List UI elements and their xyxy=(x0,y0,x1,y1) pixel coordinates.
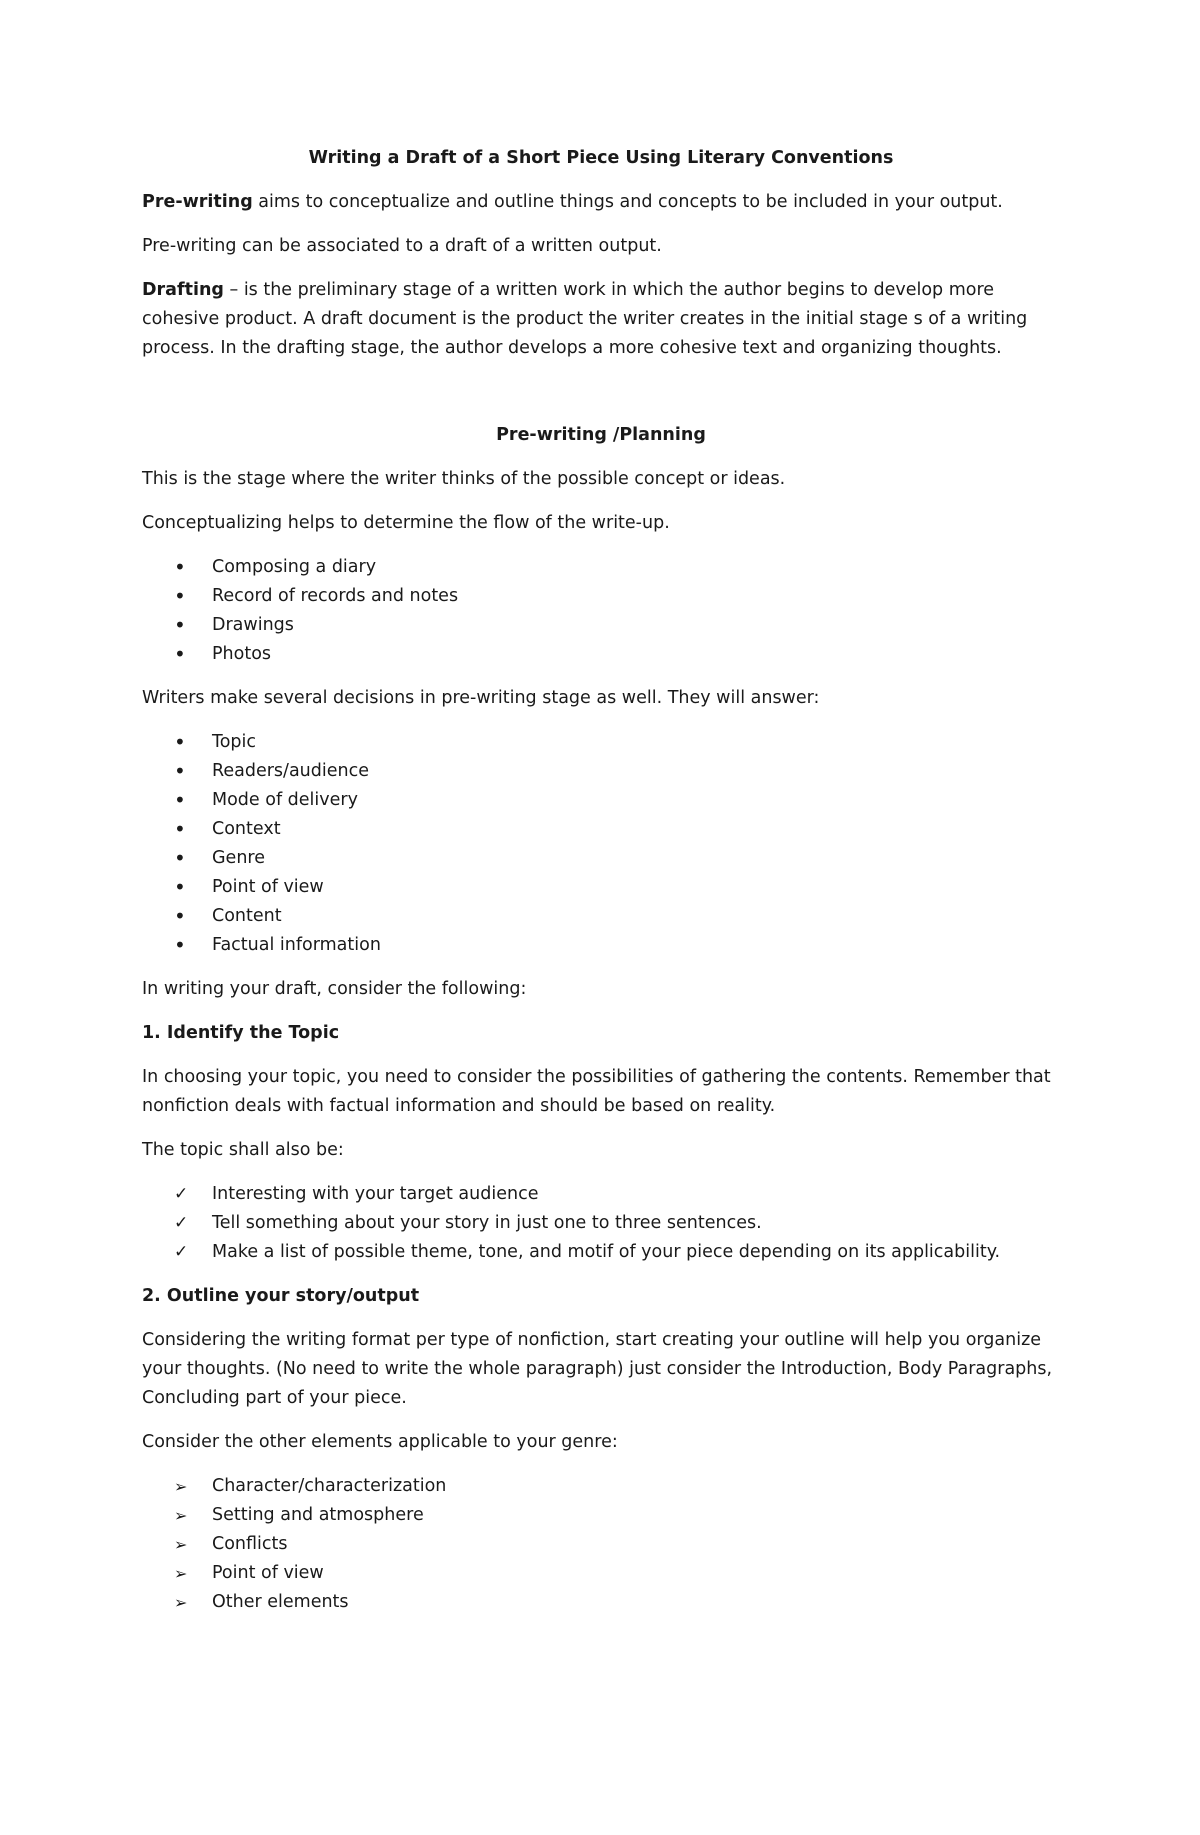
bullet-icon: • xyxy=(174,613,186,637)
list-item: • Content xyxy=(142,902,1060,931)
checkmark-icon: ✓ xyxy=(174,1184,189,1204)
bullet-icon: • xyxy=(174,642,186,666)
planning-heading: Pre-writing /Planning xyxy=(496,425,706,445)
list-item: • Point of view xyxy=(142,873,1060,902)
list-item: ➢ Other elements xyxy=(142,1588,1060,1617)
arrow-bullet-icon: ➢ xyxy=(174,1506,188,1525)
bullet-icon: • xyxy=(174,759,186,783)
bullet-icon: • xyxy=(174,730,186,754)
topic-paragraph-2: The topic shall also be: xyxy=(142,1140,344,1160)
outline-heading: 2. Outline your story/output xyxy=(142,1286,420,1306)
bullet-icon: • xyxy=(174,933,186,957)
list-item: • Topic xyxy=(142,728,1060,757)
checklist-item: ✓ Tell something about your story in just one to three sentences. xyxy=(142,1209,1060,1238)
prewriting-term: Pre-writing xyxy=(142,192,253,212)
bullet-icon: • xyxy=(174,817,186,841)
checklist-item: ✓ Make a list of possible theme, tone, and motif of your piece depending on its applicability. xyxy=(142,1238,1060,1267)
list-item: • Context xyxy=(142,815,1060,844)
list-item: • Factual information xyxy=(142,931,1060,960)
list-item: • Drawings xyxy=(142,611,1060,640)
list-item: ➢ Point of view xyxy=(142,1559,1060,1588)
list-item: • Genre xyxy=(142,844,1060,873)
bullet-icon: • xyxy=(174,584,186,608)
document-title: Writing a Draft of a Short Piece Using Literary Conventions xyxy=(308,148,894,168)
planning-paragraph-4: In writing your draft, consider the following: xyxy=(142,979,527,999)
bullet-icon: • xyxy=(174,555,186,579)
topic-heading: 1. Identify the Topic xyxy=(142,1023,340,1043)
prewriting-text: aims to conceptualize and outline things and concepts to be included in your output. xyxy=(252,192,1003,212)
topic-checklist xyxy=(142,1180,1060,1267)
section-spacer xyxy=(142,378,1060,421)
bullet-icon: • xyxy=(174,875,186,899)
checklist-item: ✓ Interesting with your target audience xyxy=(142,1180,1060,1209)
checkmark-icon: ✓ xyxy=(174,1213,189,1233)
list-item: ➢ Conflicts xyxy=(142,1530,1060,1559)
arrow-bullet-icon: ➢ xyxy=(174,1477,188,1496)
elements-list xyxy=(142,1472,1060,1617)
list-item: • Readers/audience xyxy=(142,757,1060,786)
arrow-bullet-icon: ➢ xyxy=(174,1593,188,1612)
arrow-bullet-icon: ➢ xyxy=(174,1564,188,1583)
drafting-definition xyxy=(142,276,1060,363)
planning-paragraph-2: Conceptualizing helps to determine the flow of the write-up. xyxy=(142,513,670,533)
list-item: • Photos xyxy=(142,640,1060,669)
conceptualizing-list xyxy=(142,553,1060,669)
planning-paragraph-3: Writers make several decisions in pre-writing stage as well. They will answer: xyxy=(142,688,820,708)
planning-paragraph-1: This is the stage where the writer thinks of the possible concept or ideas. xyxy=(142,469,786,489)
list-item: ➢ Setting and atmosphere xyxy=(142,1501,1060,1530)
list-item: • Mode of delivery xyxy=(142,786,1060,815)
bullet-icon: • xyxy=(174,846,186,870)
drafting-term: Drafting xyxy=(142,280,224,300)
bullet-icon: • xyxy=(174,904,186,928)
outline-paragraph-2: Consider the other elements applicable to your genre: xyxy=(142,1432,618,1452)
checkmark-icon: ✓ xyxy=(174,1242,189,1262)
prewriting-association: Pre-writing can be associated to a draft of a written output. xyxy=(142,236,662,256)
prewriting-definition xyxy=(142,188,1060,217)
outline-paragraph-1: Considering the writing format per type of nonfiction, start creating your outline will help you organize your thoughts. (No need to write the whole paragraph) just consider the Introduction, Body Paragraphs, Concluding part of your piece. xyxy=(142,1330,1053,1408)
topic-paragraph-1: In choosing your topic, you need to consider the possibilities of gathering the contents. Remember that nonfiction deals with factual information and should be based on reality. xyxy=(142,1067,1051,1116)
list-item: ➢ Character/characterization xyxy=(142,1472,1060,1501)
bullet-icon: • xyxy=(174,788,186,812)
arrow-bullet-icon: ➢ xyxy=(174,1535,188,1554)
drafting-text: – is the preliminary stage of a written work in which the author begins to develop more cohesive product. A draft document is the product the writer creates in the initial stage s of a writing process. In the drafting stage, the author develops a more cohesive text and organizing thoughts. xyxy=(142,280,1028,358)
list-item: • Record of records and notes xyxy=(142,582,1060,611)
decisions-list xyxy=(142,728,1060,960)
list-item: • Composing a diary xyxy=(142,553,1060,582)
